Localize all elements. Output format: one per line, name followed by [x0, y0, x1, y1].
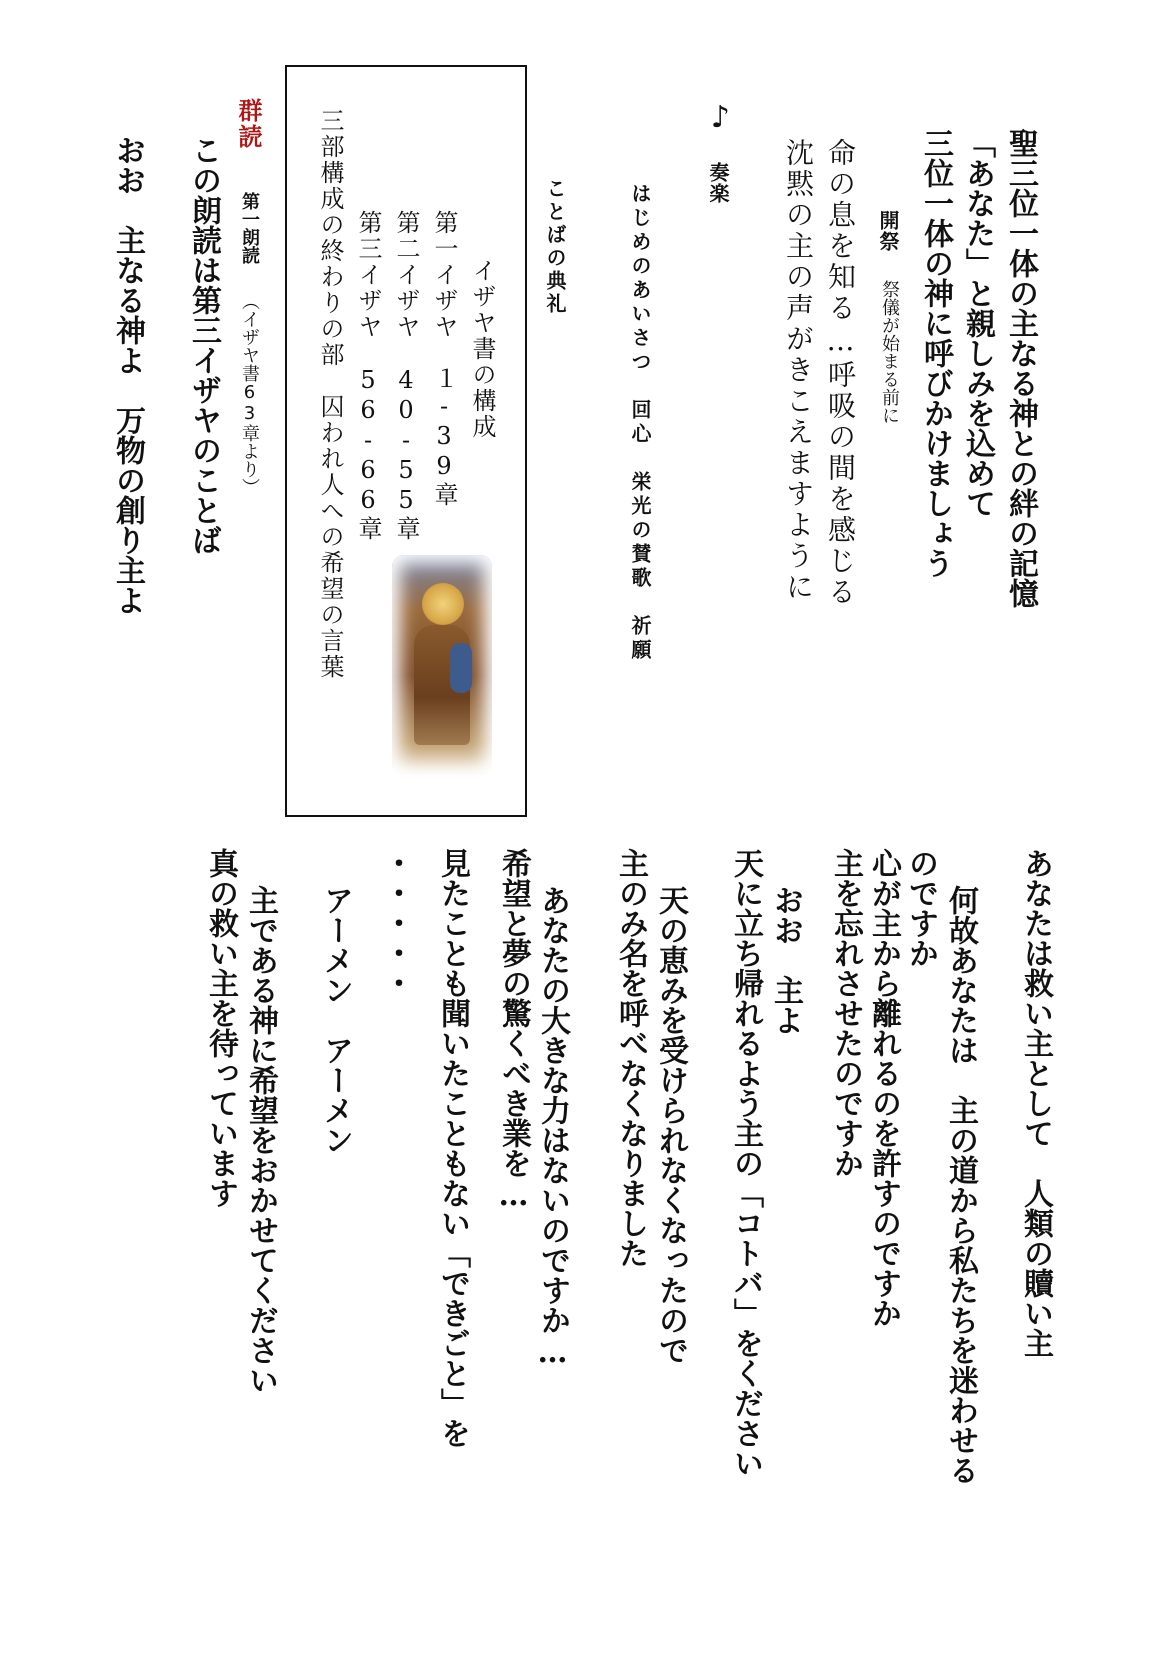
greeting-line: はじめのあいさつ 回心 栄光の賛歌 祈願 [628, 183, 652, 663]
verse-line: あなたの大きな力はないのですか… [535, 885, 570, 1370]
isaiah-row-2: 第二イザヤ 40-55章 [392, 210, 420, 542]
isaiah-row-1: 第一イザヤ １-39章 [430, 210, 458, 508]
verse-line: ・・・・・ [378, 848, 413, 998]
title-line-3: 三位一体の神に呼びかけましょう [918, 128, 953, 578]
verse-line: 真の救い主を待っています [203, 848, 238, 1208]
opening-note: 祭儀が始まる前に [879, 280, 900, 424]
opening-label: 開祭 [876, 210, 900, 252]
verse-line: 心が主から離れるのを許すのですか [866, 848, 901, 1328]
music-note-icon: ♪ [703, 100, 738, 135]
verse-line: 主のみ名を呼べなくなりました [613, 848, 648, 1268]
verse-line: 主を忘れさせたのですか [828, 848, 863, 1178]
isaiah-box-footer: 三部構成の終わりの部 囚われ人への希望の言葉 [316, 108, 344, 680]
verse-line: 主である神に希望をおかせてください [243, 885, 278, 1395]
verse-line: のですか [903, 848, 938, 968]
title-line-2: 「あなた」と親しみを込めて [960, 128, 995, 518]
verse-line: 天に立ち帰れるよう主の「コトバ」をください [728, 848, 763, 1478]
reading-title: 第一朗読 [239, 192, 260, 264]
verse-line: アーメン アーメン [318, 885, 353, 1155]
verse-line: 見たことも聞いたこともない「できごと」を [435, 848, 470, 1448]
title-line-1: 聖三位一体の主なる神との絆の記憶 [1003, 128, 1038, 608]
verse-line: 何故あなたは 主の道から私たちを迷わせる [943, 885, 978, 1485]
verse-line: 希望と夢の驚くべき業を… [496, 848, 531, 1213]
group-reading-line-1: この朗読は第三イザヤのことば [186, 135, 221, 555]
isaiah-row-3: 第三イザヤ 56-66章 [354, 210, 382, 542]
group-reading-line-2: おお 主なる神よ 万物の創り主よ [110, 135, 145, 615]
verse-line: 天の恵みを受けられなくなったので [653, 885, 688, 1365]
group-reading-label: 群読 [234, 98, 262, 150]
silence-line-2: 沈黙の主の声がきこえますように [782, 138, 815, 603]
isaiah-box-heading: イザヤ書の構成 [468, 258, 496, 440]
reading-source: （イザヤ書63章より） [239, 292, 260, 496]
verse-line: あなたは救い主として 人類の贖い主 [1018, 848, 1053, 1358]
silence-line-1: 命の息を知る…呼吸の間を感じる [824, 138, 857, 608]
word-rite-heading: ことばの典礼 [543, 178, 567, 316]
prophet-isaiah-icon [392, 555, 492, 775]
verse-line: おお 主よ [768, 885, 803, 1035]
music-label: 奏楽 [706, 162, 730, 204]
